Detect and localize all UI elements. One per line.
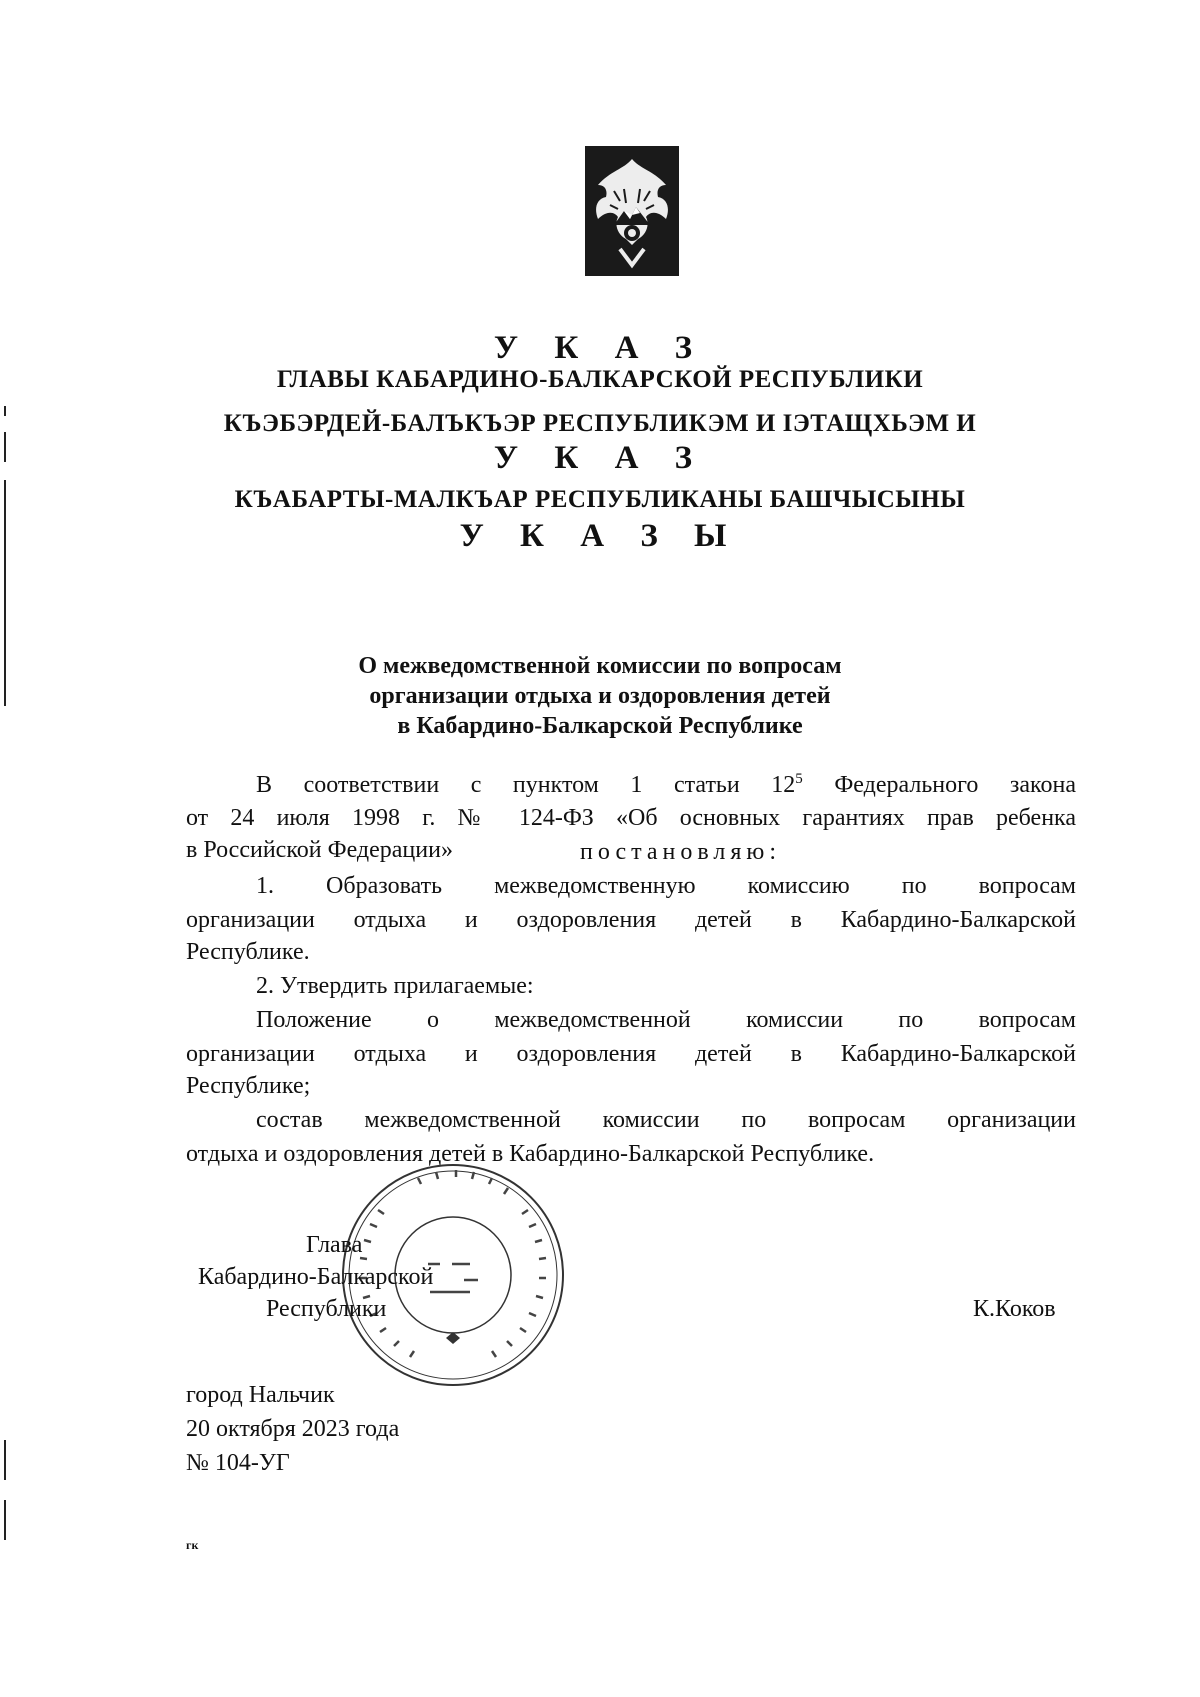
issue-city: город Нальчик <box>186 1382 335 1408</box>
ukaz-heading-ru: У К А З <box>493 330 707 366</box>
decree-title-line-1: О межведомственной комиссии по вопросам <box>358 653 842 679</box>
item-2-heading: 2. Утвердить прилагаемые: <box>256 973 534 999</box>
preamble-text-a: В соответствии с пунктом 1 статьи 12 <box>256 772 796 798</box>
scan-edge-mark <box>4 1500 6 1540</box>
item-1-line-1: 1. Образовать межведомственную комиссию по вопросам <box>256 873 1076 899</box>
issuer-name-krc: КЪАБАРТЫ-МАЛКЪАР РЕСПУБЛИКАНЫ БАШЧЫСЫНЫ <box>234 486 966 513</box>
item-2b-line-1: состав межведомственной комиссии по вопросам организации <box>256 1107 1076 1133</box>
item-2a-line-1: Положение о межведомственной комиссии по вопросам <box>256 1007 1076 1033</box>
item-1-line-2: организации отдыха и оздоровления детей в Кабардино-Балкарской <box>186 907 1076 933</box>
signatory-name: К.Коков <box>973 1296 1056 1322</box>
signatory-title-line-1: Глава <box>306 1232 363 1258</box>
preamble-line-1 <box>256 771 1076 799</box>
ukaz-heading-kbd: У К А З <box>493 440 707 476</box>
preamble-text-b: Федерального закона <box>802 772 1076 798</box>
issuer-name-ru: ГЛАВЫ КАБАРДИНО-БАЛКАРСКОЙ РЕСПУБЛИКИ <box>276 366 924 393</box>
item-2a-line-3: Республике; <box>186 1073 311 1099</box>
item-2a-line-2: организации отдыха и оздоровления детей в Кабардино-Балкарской <box>186 1041 1076 1067</box>
scan-edge-mark <box>4 432 6 462</box>
decree-word: постановляю: <box>580 839 781 865</box>
signatory-title-line-3: Республики <box>266 1296 387 1322</box>
item-2b-line-2: отдыха и оздоровления детей в Кабардино-Балкарской Республике. <box>186 1141 875 1167</box>
coat-of-arms-emblem <box>584 145 680 277</box>
executor-initials: гк <box>186 1538 199 1552</box>
issue-date: 20 октября 2023 года <box>186 1416 400 1442</box>
preamble-line-3: в Российской Федерации» <box>186 837 453 863</box>
decree-number: № 104-УГ <box>186 1450 290 1476</box>
ukaz-heading-krc: У К А З Ы <box>459 518 741 554</box>
scan-edge-mark <box>4 480 6 706</box>
decree-title-line-3: в Кабардино-Балкарской Республике <box>397 713 803 739</box>
scan-edge-mark <box>4 1440 6 1480</box>
preamble-line-2: от 24 июля 1998 г. № 124-ФЗ «Об основных гарантиях прав ребенка <box>186 805 1076 831</box>
signatory-title-line-2: Кабардино-Балкарской <box>198 1264 434 1290</box>
scan-edge-mark <box>4 406 6 416</box>
issuer-name-kbd: КЪЭБЭРДЕЙ-БАЛЪКЪЭР РЕСПУБЛИКЭМ И ІЭТАЩХЬЭМ И <box>223 410 977 437</box>
item-1-line-3: Республике. <box>186 939 310 965</box>
decree-title-line-2: организации отдыха и оздоровления детей <box>369 683 831 709</box>
preamble-superscript: 5 <box>795 771 803 787</box>
